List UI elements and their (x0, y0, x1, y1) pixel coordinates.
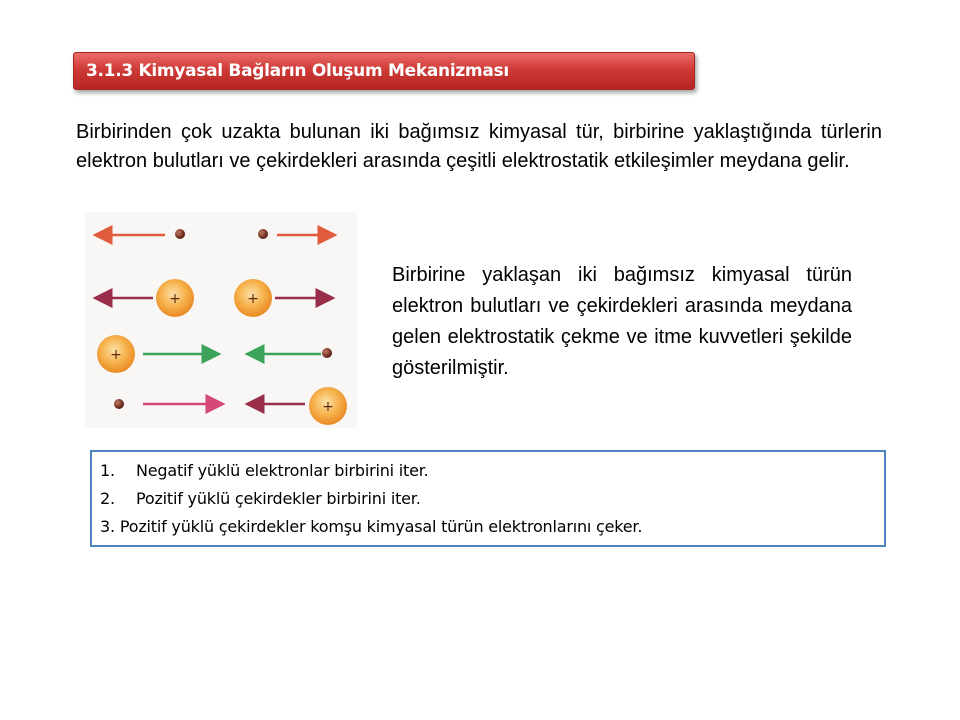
nucleus-plus: + (247, 291, 259, 307)
title-bar (73, 52, 695, 90)
nucleus-plus: + (322, 399, 334, 415)
list-number: 1. (100, 461, 115, 480)
figure-description: Birbirine yaklaşan iki bağımsız kimyasal türün elektron bulutları ve çekirdekleri arasında meydana gelen elektrostatik çekme ve itme kuvvetleri şekilde gösterilmiştir. (392, 264, 852, 379)
nucleus-plus: + (169, 291, 181, 307)
list-item (100, 457, 884, 485)
list-number: 3. (100, 517, 115, 536)
list-item (100, 513, 884, 541)
list-text: Pozitif yüklü çekirdekler birbirini iter. (136, 489, 421, 508)
list-text: Negatif yüklü elektronlar birbirini iter. (136, 461, 429, 480)
list-item (100, 485, 884, 513)
electrostatic-forces-figure (85, 212, 357, 428)
slide-title: 3.1.3 Kimyasal Bağların Oluşum Mekanizması (86, 61, 509, 81)
electron-right (258, 229, 268, 239)
nucleus-plus: + (110, 347, 122, 363)
electron (114, 399, 124, 409)
intro-paragraph: Birbirinden çok uzakta bulunan iki bağımsız kimyasal tür, birbirine yaklaştığında türlerin elektron bulutları ve çekirdekleri arasında çeşitli elektrostatik etkileşimler meydana gelir. (76, 121, 882, 172)
interaction-list (90, 450, 886, 547)
electron-left (175, 229, 185, 239)
list-text: Pozitif yüklü çekirdekler komşu kimyasal türün elektronlarını çeker. (119, 517, 643, 536)
list-number: 2. (100, 489, 115, 508)
electron (322, 348, 332, 358)
